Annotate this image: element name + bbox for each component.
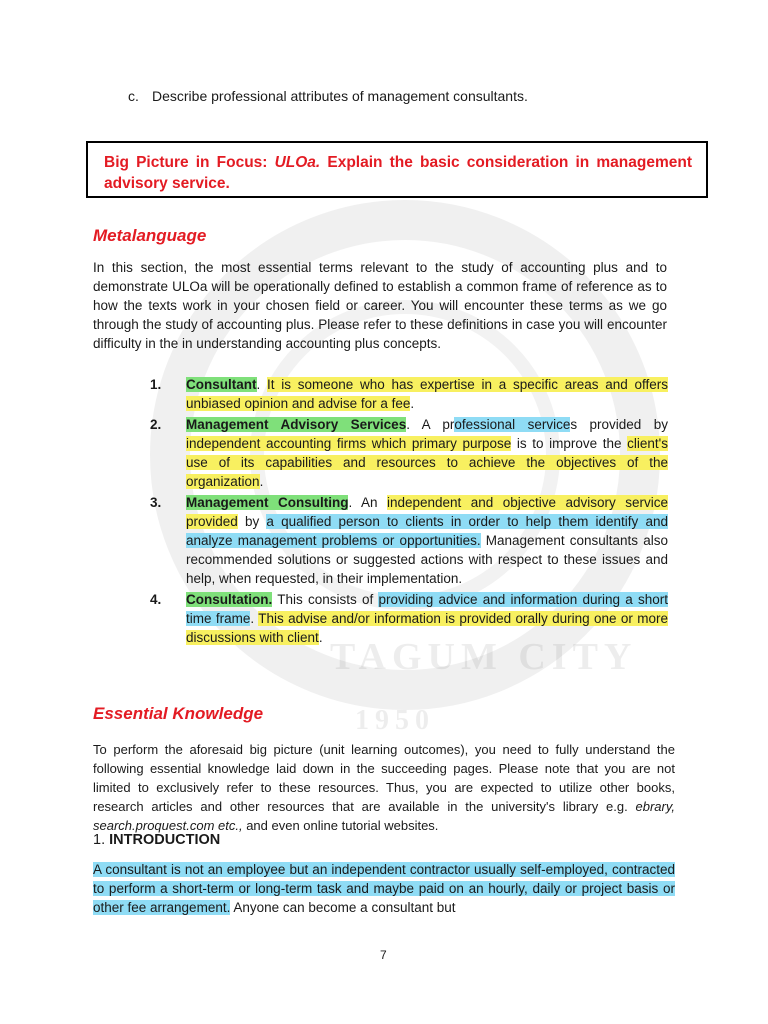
term-text: .	[250, 611, 259, 626]
term-text: This consists of	[272, 592, 379, 607]
term-text: .	[256, 377, 267, 392]
term-name: Management Consulting	[186, 495, 349, 510]
seal-watermark-text: TAGUM CITY	[330, 636, 638, 678]
essential-italic-text: ebrary, search.proquest.com etc.,	[93, 799, 675, 833]
focus-lead: Big Picture in Focus:	[104, 154, 268, 171]
essential-knowledge-text	[93, 740, 675, 835]
term-name: Management Advisory Services	[186, 417, 407, 432]
introduction-rest: Anyone can become a consultant but	[230, 900, 456, 915]
term-text: . A pr	[406, 417, 455, 432]
term-number: 3.	[150, 495, 162, 510]
term-highlight: independent and objective advisory service provided	[186, 495, 668, 529]
term-number: 4.	[150, 592, 162, 607]
term-name: Consultant	[186, 377, 257, 392]
term-highlight: ofessional service	[454, 417, 571, 432]
essential-text: and even online tutorial websites.	[242, 818, 439, 833]
term-text: Management consultants also recommended solutions or suggested actions with respect to these issues and help, when requested, in their implementation.	[186, 533, 668, 586]
term-consultation	[150, 590, 668, 647]
term-text: .	[259, 474, 264, 489]
term-text: .	[410, 396, 415, 411]
focus-ulo: ULOa.	[274, 154, 321, 171]
big-picture-box	[86, 141, 708, 198]
term-highlight: It is someone who has expertise in a specific areas and offers unbiased opinion and advise for a fee	[186, 377, 668, 411]
list-item-c	[128, 88, 528, 104]
term-highlight: independent accounting firms which primary purpose	[186, 436, 512, 451]
seal-watermark-year: 1950	[355, 705, 435, 736]
term-management-advisory-services	[150, 415, 668, 491]
term-number: 2.	[150, 417, 162, 432]
list-item-text: Describe professional attributes of management consultants.	[152, 88, 528, 104]
terms-list	[150, 375, 668, 649]
introduction-title: INTRODUCTION	[109, 832, 221, 848]
term-text: s provided by	[570, 417, 668, 432]
term-highlight: a qualified person to clients in order to help them identify and analyze management problems or opportunities.	[186, 514, 668, 548]
term-text: .	[318, 630, 323, 645]
focus-text: Explain the basic consideration in management advisory service.	[104, 154, 693, 192]
introduction-heading	[93, 832, 220, 848]
essential-knowledge-heading: Essential Knowledge	[93, 704, 264, 723]
term-highlight: client's use of its capabilities and resources to achieve the objectives of the organization	[186, 436, 668, 489]
page-number: 7	[380, 948, 387, 962]
list-item-label: c.	[128, 88, 139, 104]
introduction-text	[93, 860, 675, 917]
term-text: . An	[348, 495, 387, 510]
introduction-number: 1.	[93, 832, 106, 848]
term-consultant	[150, 375, 668, 413]
metalanguage-heading: Metalanguage	[93, 226, 207, 245]
term-management-consulting	[150, 493, 668, 588]
essential-text: To perform the aforesaid big picture (unit learning outcomes), you need to fully understand the following essential knowledge laid down in the succeeding pages. Please note that you are not limited to exclusively refer to these resources. Thus, you are expected to utilize other books, research articles and other resources that are available in the university's library e.g.	[93, 742, 675, 814]
introduction-highlight: A consultant is not an employee but an independent contractor usually self-employed, contracted to perform a short-term or long-term task and maybe paid on an hourly, daily or project basis or other fee arrangement.	[93, 862, 675, 915]
metalanguage-intro: In this section, the most essential terms relevant to the study of accounting plus and to demonstrate ULOa will be operationally defined to establish a common frame of reference as to how the texts work in your chosen field or career. You will encounter these terms as we go through the study of accounting plus. Please refer to these definitions in case you will encounter difficulty in the in understanding accounting plus concepts.	[93, 260, 667, 351]
term-highlight: This advise and/or information is provided orally during one or more discussions with client	[186, 611, 669, 645]
term-text: is to improve the	[511, 436, 628, 451]
term-text: by	[237, 514, 267, 529]
term-highlight: providing advice and information during a short time frame	[186, 592, 668, 626]
term-name: Consultation.	[186, 592, 273, 607]
term-number: 1.	[150, 377, 162, 392]
